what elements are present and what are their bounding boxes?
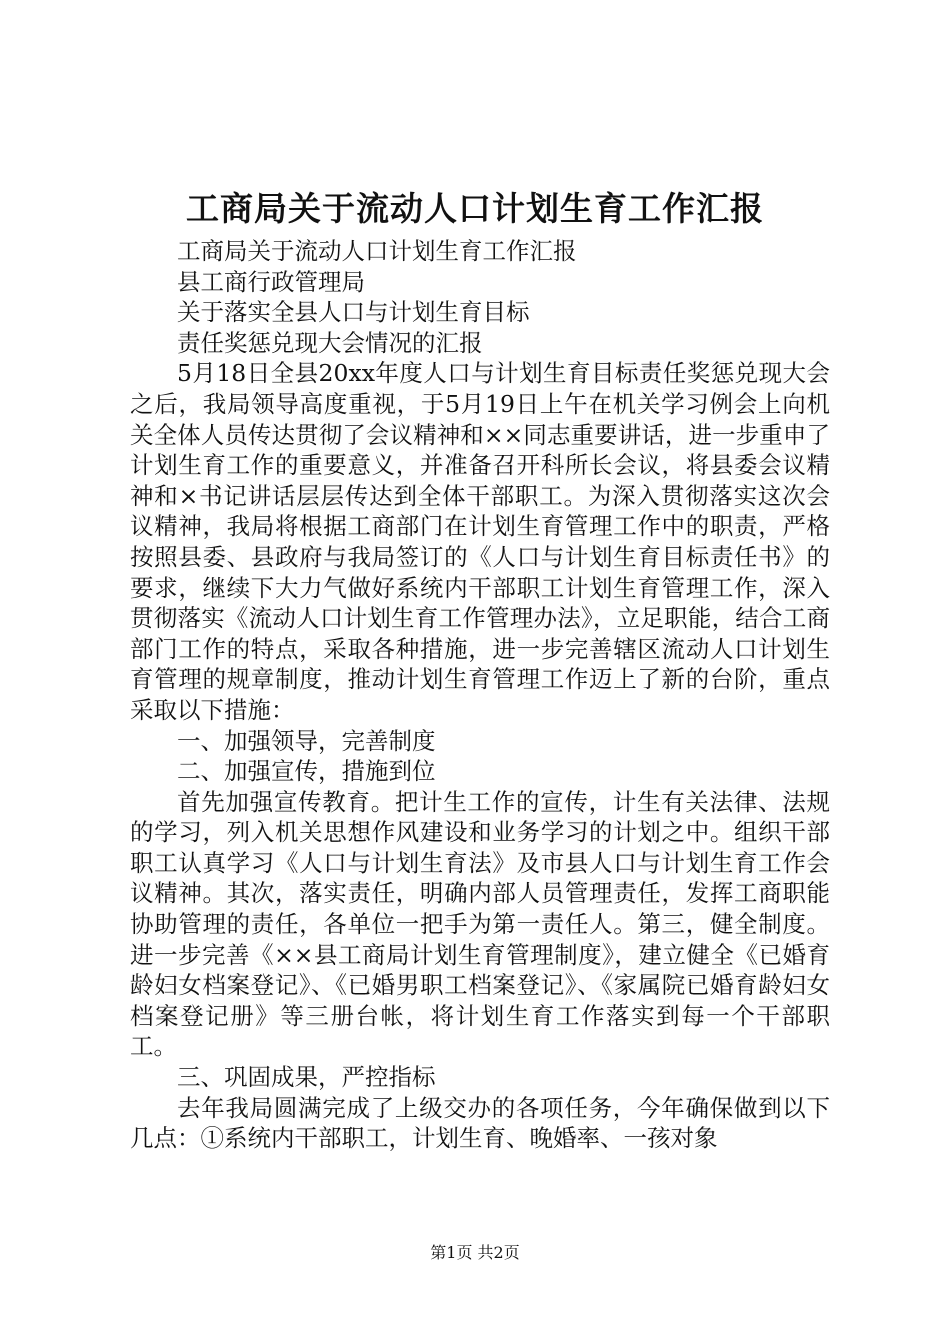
section-heading-2: 二、加强宣传，措施到位 [177,757,436,786]
document-body [130,236,830,1154]
document-title: 工商局关于流动人口计划生育工作汇报 [186,189,764,228]
page-number: 第1页 共2页 [430,1243,520,1262]
paragraph-issuer: 县工商行政管理局 [177,267,365,296]
paragraph-subtitle-line2: 责任奖惩兑现大会情况的汇报 [177,328,483,357]
paragraph-intro: 5月18日全县20xx年度人口与计划生育目标责任奖惩兑现大会之后，我局领导高度重视，于5月19日上午在机关学习例会上向机关全体人员传达贯彻了会议精神和××同志重要讲话，进一步重申了计划生育工作的重要意义，并准备召开科所长会议，将县委会议精神和×书记讲话层层传达到全体干部职工。为深入贯彻落实这次会议精神，我局将根据工商部门在计划生育管理工作中的职责，严格按照县委、县政府与我局签订的《人口与计划生育目标责任书》的要求，继续下大力气做好系统内干部职工计划生育管理工作，深入贯彻落实《流动人口计划生育工作管理办法》，立足职能，结合工商部门工作的特点，采取各种措施，进一步完善辖区流动人口计划生育管理的规章制度，推动计划生育管理工作迈上了新的台阶，重点采取以下措施： [130,359,830,724]
section-heading-3: 三、巩固成果，严控指标 [177,1063,436,1092]
section-heading-1: 一、加强领导，完善制度 [177,726,436,755]
paragraph-section-3-body: 去年我局圆满完成了上级交办的各项任务，今年确保做到以下几点：①系统内干部职工，计划生育、晚婚率、一孩对象 [130,1093,830,1153]
paragraph-subtitle-line1: 关于落实全县人口与计划生育目标 [177,298,530,327]
paragraph-section-2-body: 首先加强宣传教育。把计生工作的宣传，计生有关法律、法规的学习，列入机关思想作风建设和业务学习的计划之中。组织干部职工认真学习《人口与计划生育法》及市县人口与计划生育工作会议精神。其次，落实责任，明确内部人员管理责任，发挥工商职能协助管理的责任，各单位一把手为第一责任人。第三，健全制度。进一步完善《××县工商局计划生育管理制度》，建立健全《已婚育龄妇女档案登记》、《已婚男职工档案登记》、《家属院已婚育龄妇女档案登记册》等三册台帐，将计划生育工作落实到每一个干部职工。 [130,787,830,1061]
paragraph-heading-repeat: 工商局关于流动人口计划生育工作汇报 [177,237,577,265]
